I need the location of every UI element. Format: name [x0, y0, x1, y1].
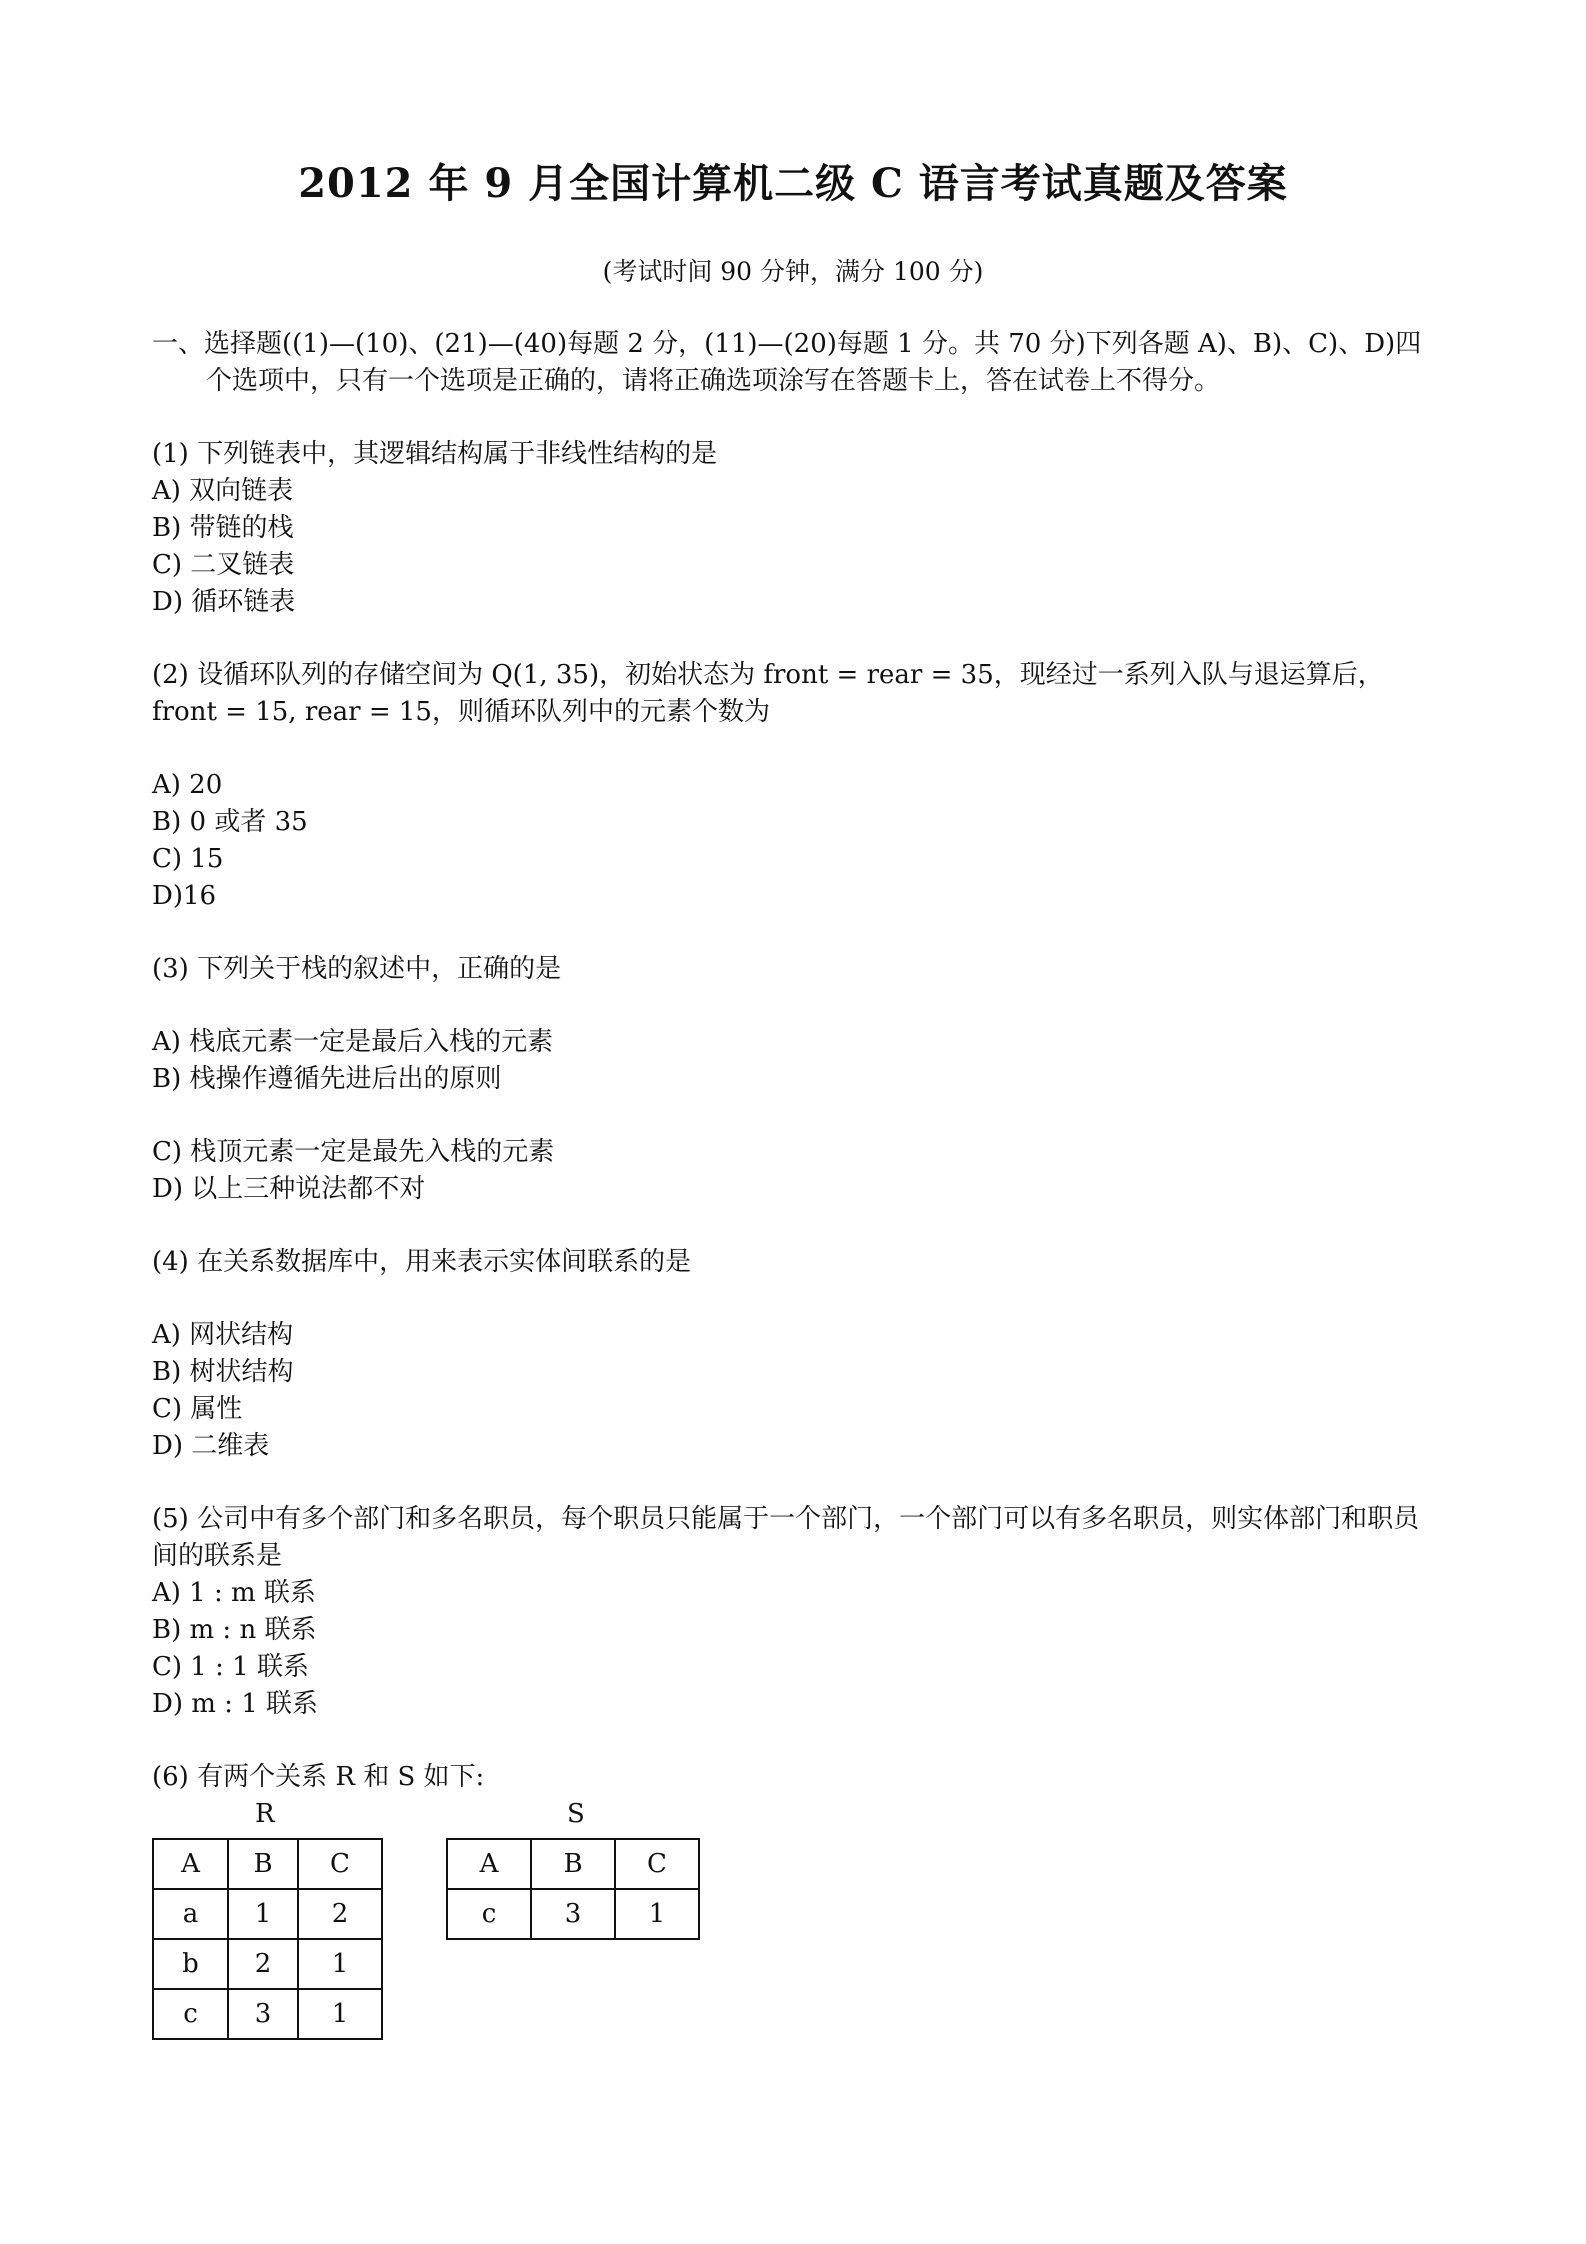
table-header-cell: B — [531, 1839, 615, 1889]
option-c: C) 属性 — [152, 1394, 243, 1424]
option-a: A) 双向链表 — [152, 476, 294, 506]
table-row — [153, 1989, 382, 2039]
option-c: C) 1 : 1 联系 — [152, 1652, 309, 1682]
table-header-row — [153, 1839, 382, 1889]
option-d: D) 循环链表 — [152, 587, 296, 617]
table-header-row — [447, 1839, 699, 1889]
question-stem: (6) 有两个关系 R 和 S 如下: — [152, 1762, 485, 1792]
table-cell: c — [153, 1989, 228, 2039]
option-d: D) 以上三种说法都不对 — [152, 1174, 426, 1204]
table-r-caption: R — [255, 1799, 275, 1829]
table-cell: a — [153, 1889, 228, 1939]
option-a: A) 网状结构 — [152, 1320, 294, 1350]
option-d: D) 二维表 — [152, 1431, 270, 1461]
option-c: C) 15 — [152, 844, 224, 874]
table-row — [447, 1889, 699, 1939]
question-6 — [152, 1759, 1442, 2056]
table-cell: 1 — [298, 1989, 382, 2039]
page-title: 2012 年 9 月全国计算机二级 C 语言考试真题及答案 — [298, 160, 1288, 207]
table-cell: 2 — [298, 1889, 382, 1939]
table-cell: 3 — [531, 1889, 615, 1939]
table-header-cell: A — [153, 1839, 228, 1889]
option-b: B) 树状结构 — [152, 1357, 294, 1387]
table-cell: 1 — [615, 1889, 699, 1939]
table-s-caption: S — [567, 1799, 585, 1829]
table-cell: b — [153, 1939, 228, 1989]
question-1 — [152, 436, 1442, 621]
option-c: C) 二叉链表 — [152, 550, 295, 580]
option-a: A) 栈底元素一定是最后入栈的元素 — [152, 1027, 554, 1057]
option-d: D) m : 1 联系 — [152, 1689, 319, 1719]
question-stem: (5) 公司中有多个部门和多名职员，每个职员只能属于一个部门，一个部门可以有多名职员，则实体部门和职员间的联系是 — [152, 1504, 1420, 1571]
option-b: B) 0 或者 35 — [152, 807, 308, 837]
option-a: A) 1 : m 联系 — [152, 1578, 316, 1608]
page-subtitle: (考试时间 90 分钟，满分 100 分) — [602, 257, 984, 286]
document-body — [152, 326, 1442, 2056]
table-header-cell: C — [298, 1839, 382, 1889]
question-stem: (3) 下列关于栈的叙述中，正确的是 — [152, 954, 562, 984]
relation-tables — [152, 1796, 1442, 2056]
question-2 — [152, 657, 1442, 915]
table-header-cell: A — [447, 1839, 531, 1889]
option-b: B) m : n 联系 — [152, 1615, 317, 1645]
table-s — [446, 1838, 700, 1940]
question-5 — [152, 1501, 1442, 1723]
table-cell: 3 — [228, 1989, 298, 2039]
table-header-cell: C — [615, 1839, 699, 1889]
option-d: D)16 — [152, 881, 217, 911]
table-r — [152, 1838, 383, 2040]
option-c: C) 栈顶元素一定是最先入栈的元素 — [152, 1137, 555, 1167]
table-cell: c — [447, 1889, 531, 1939]
question-stem: (2) 设循环队列的存储空间为 Q(1, 35)，初始状态为 front = rear = 35，现经过一系列入队与退运算后，front = 15, rear = 15，则循环队列中的元素个数为 — [152, 660, 1384, 727]
table-row — [153, 1889, 382, 1939]
option-a: A) 20 — [152, 770, 223, 800]
option-b: B) 栈操作遵循先进后出的原则 — [152, 1064, 502, 1094]
question-stem: (1) 下列链表中，其逻辑结构属于非线性结构的是 — [152, 439, 718, 469]
table-cell: 1 — [228, 1889, 298, 1939]
table-row — [153, 1939, 382, 1989]
section-instructions: 一、选择题((1)—(10)、(21)—(40)每题 2 分，(11)—(20)每题 1 分。共 70 分)下列各题 A)、B)、C)、D)四个选项中，只有一个选项是正确的，请将正确选项涂写在答题卡上，答在试卷上不得分。 — [152, 329, 1422, 396]
question-4 — [152, 1244, 1442, 1465]
question-3 — [152, 951, 1442, 1208]
table-header-cell: B — [228, 1839, 298, 1889]
table-cell: 1 — [298, 1939, 382, 1989]
question-stem: (4) 在关系数据库中，用来表示实体间联系的是 — [152, 1247, 692, 1277]
option-b: B) 带链的栈 — [152, 513, 294, 543]
table-cell: 2 — [228, 1939, 298, 1989]
